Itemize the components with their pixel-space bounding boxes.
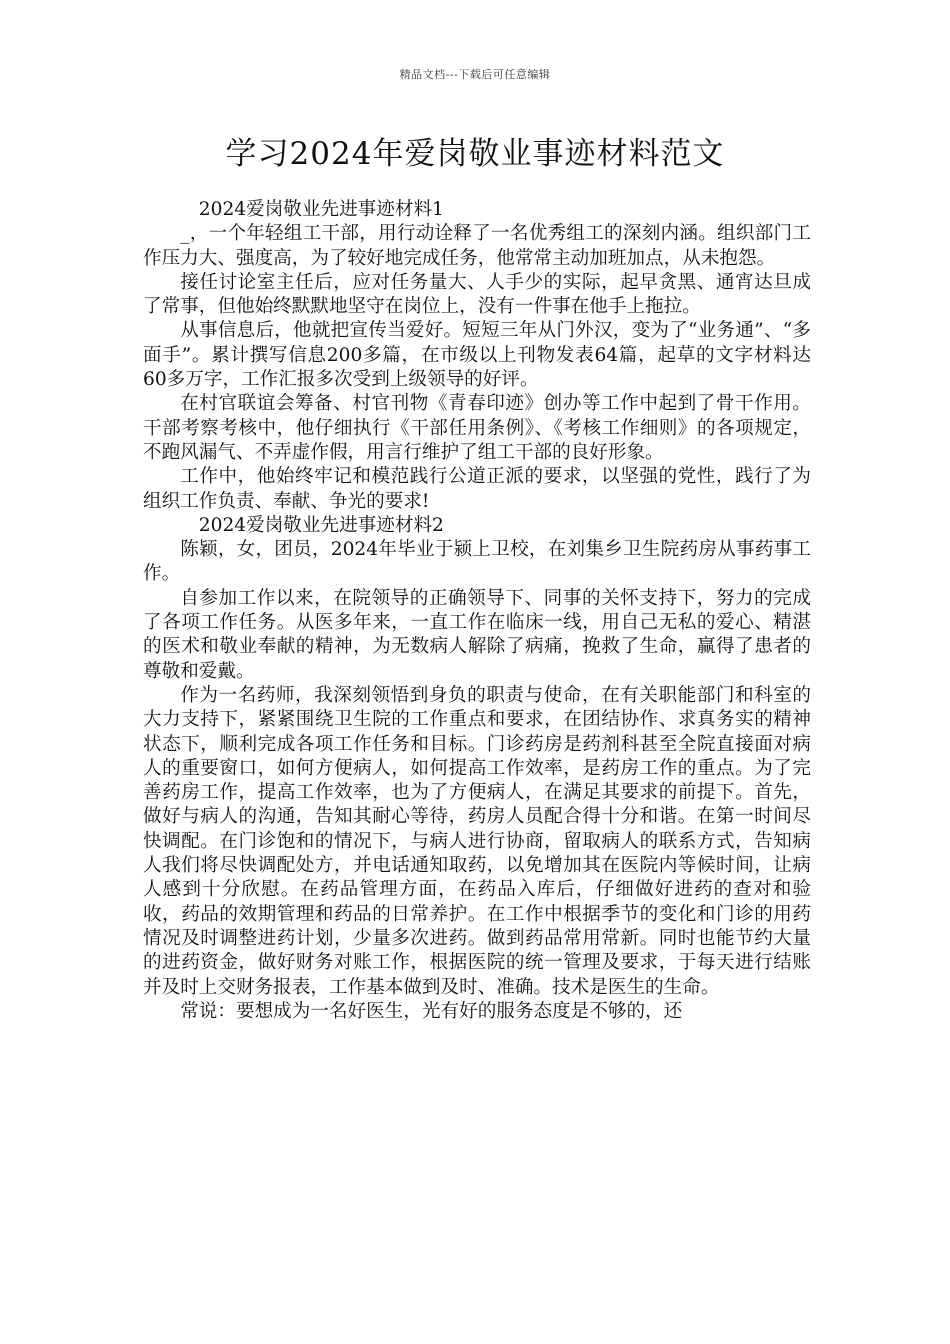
paragraph: 在村官联谊会筹备、村官刊物《青春印迹》创办等工作中起到了骨干作用。干部考察考核中，他仔细执行《干部任用条例》、《考核工作细则》的各项规定，不跑风漏气、不弄虚作假，用言行维护了组工干部的良好形象。 bbox=[143, 393, 811, 463]
document-title: 学习2024年爱岗敬业事迹材料范文 bbox=[225, 136, 725, 172]
paragraph: 接任讨论室主任后，应对任务量大、人手少的实际，起早贪黑、通宵达旦成了常事，但他始终默默地坚守在岗位上，没有一件事在他手上拖拉。 bbox=[143, 271, 811, 318]
section-heading-2: 2024爱岗敬业先进事迹材料2 bbox=[198, 514, 444, 536]
paragraph: 陈颖，女，团员，2024年毕业于颍上卫校，在刘集乡卫生院药房从事药事工作。 bbox=[143, 539, 811, 585]
paragraph: 作为一名药师，我深刻领悟到身负的职责与使命，在有关职能部门和科室的大力支持下，紧紧围绕卫生院的工作重点和要求，在团结协作、求真务实的精神状态下，顺利完成各项工作任务和目标。门诊药房是药剂科甚至全院直接面对病人的重要窗口，如何方便病人，如何提高工作效率，是药房工作的重点。为了完善药房工作，提高工作效率，也为了方便病人，在满足其要求的前提下。首先，做好与病人的沟通，告知其耐心等待，药房人员配合得十分和谐。在第一时间尽快调配。在门诊饱和的情况下，与病人进行协商，留取病人的联系方式，告知病人我们将尽快调配处方，并电话通知取药，以免增加其在医院内等候时间，让病人感到十分欣慰。在药品管理方面，在药品入库后，仔细做好进药的查对和验收，药品的效期管理和药品的日常养护。在工作中根据季节的变化和门诊的用药情况及时调整进药计划，少量多次进药。做到药品常用常新。同时也能节约大量的进药资金，做好财务对账工作，根据医院的统一管理及要求，于每天进行结账并及时上交财务报表，工作基本做到及时、准确。技术是医生的生命。 bbox=[143, 684, 811, 998]
paragraph: 从事信息后，他就把宣传当爱好。短短三年从门外汉，变为了“业务通”、“多面手”。累计撰写信息200多篇，在市级以上刊物发表64篇，起草的文字材料达60多万字，工作汇报多次受到上级领导的好评。 bbox=[143, 320, 811, 391]
paragraph: 常说：要想成为一名好医生，光有好的服务态度是不够的，还 bbox=[180, 1000, 683, 1022]
page-header: 精品文档---下载后可任意编辑 bbox=[399, 68, 551, 81]
paragraph: _，一个年轻组工干部，用行动诠释了一名优秀组工的深刻内涵。组织部门工作压力大、强度高，为了较好地完成任务，他常常主动加班加点，从未抱怨。 bbox=[143, 223, 811, 269]
paragraph: 自参加工作以来，在院领导的正确领导下、同事的关怀支持下，努力的完成了各项工作任务。从医多年来，一直工作在临床一线，用自己无私的爱心、精湛的医术和敬业奉献的精神，为无数病人解除了病痛，挽救了生命，赢得了患者的尊敬和爱戴。 bbox=[143, 587, 811, 682]
section-heading-1: 2024爱岗敬业先进事迹材料1 bbox=[198, 199, 444, 220]
document-body bbox=[143, 198, 811, 1024]
paragraph: 工作中，他始终牢记和模范践行公道正派的要求，以坚强的党性，践行了为组织工作负责、奉献、争光的要求! bbox=[143, 466, 811, 512]
